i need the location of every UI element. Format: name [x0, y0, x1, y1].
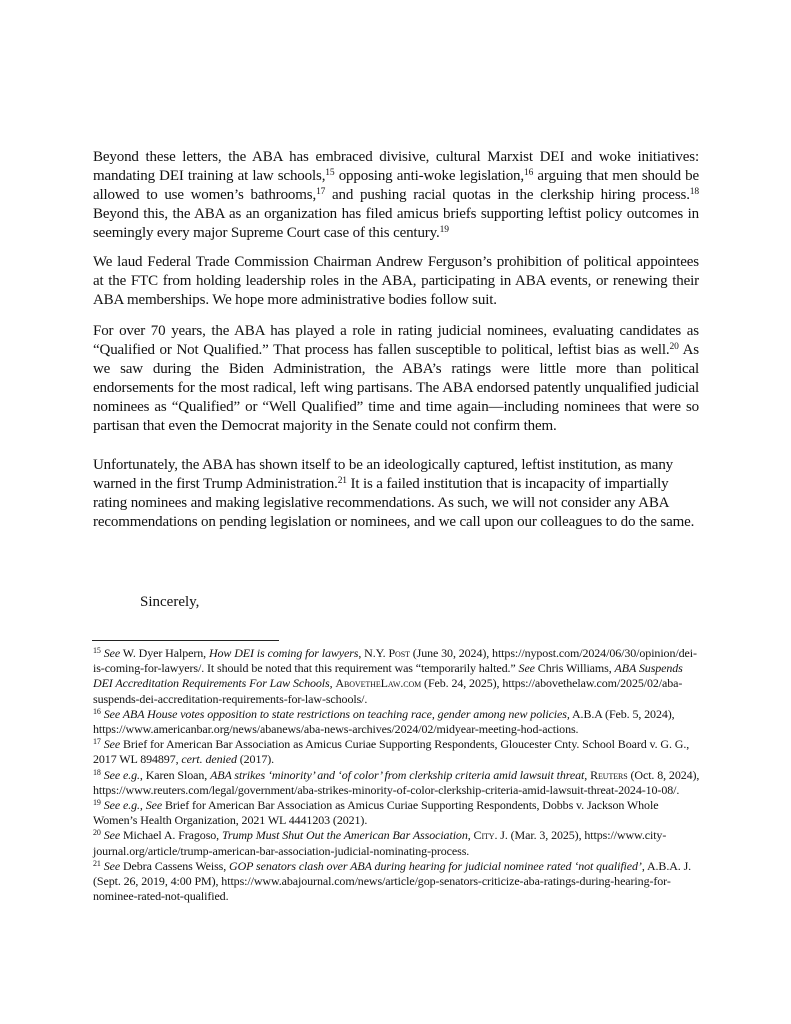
- paragraph-conclusion: [93, 456, 699, 532]
- paragraph-ftc-prohibition: [93, 253, 699, 310]
- text-run: See e.g., See: [103, 798, 163, 813]
- footnote-reference[interactable]: 20: [669, 342, 679, 352]
- text-run: arguing that men should be allowed to use women’s bathrooms,: [93, 168, 699, 203]
- text-run: For over 70 years, the ABA has played a role in rating judicial nominees, evaluating candidates as “Qualified or Not Qualified.” That process has fallen susceptible to political, leftist bias as well.: [93, 323, 699, 358]
- text-run: As we saw during the Biden Administration, the ABA’s ratings were little more than political endorsements for the most radical, left wing partisans. The ABA endorsed patently unqualified judicial nominees as “Qualified” or “Well Qualified” time and time again—including nominees that were so partisan that even the Democrat majority in the Senate could not confirm them.: [93, 342, 699, 434]
- text-run: Trump Must Shut Out the American Bar Association: [221, 828, 468, 843]
- footnote-20: [93, 828, 703, 858]
- footnote-number: 15: [93, 646, 101, 655]
- text-run: We laud Federal Trade Commission Chairman Andrew Ferguson’s prohibition of political appointees at the FTC from holding leadership roles in the ABA, participating in ABA events, or renewing their ABA memberships. We hope more administrative bodies follow suit.: [93, 254, 699, 308]
- footnote-reference[interactable]: 15: [325, 168, 335, 178]
- text-run: ,: [584, 767, 591, 782]
- text-run: Beyond these letters, the ABA has embraced divisive, cultural Marxist DEI and woke initiatives: mandating DEI training at law schools,: [93, 149, 699, 184]
- text-run: ,: [467, 828, 474, 843]
- text-run: GOP senators clash over ABA during hearing for judicial nominee rated ‘not qualified’: [229, 858, 642, 873]
- footnote-18: [93, 768, 703, 798]
- footnote-number: 17: [93, 737, 101, 747]
- paragraph-text: [93, 148, 699, 243]
- text-run: See: [103, 828, 121, 843]
- text-run: opposing anti-woke legislation,: [334, 168, 525, 184]
- footnote-reference[interactable]: 19: [439, 225, 449, 235]
- footnote-number: 19: [93, 798, 101, 808]
- text-run: See: [103, 737, 121, 752]
- text-run: , Karen Sloan,: [139, 767, 211, 782]
- text-run: City: [473, 828, 495, 843]
- text-run: Debra Cassens Weiss,: [120, 858, 230, 873]
- text-run: See: [103, 646, 121, 660]
- text-run: How DEI is coming for lawyers: [208, 646, 359, 660]
- footnote-17: [93, 737, 703, 767]
- text-run: , N.Y.: [358, 646, 389, 660]
- text-run: Reuters: [590, 767, 628, 782]
- paragraph-aba-dei-initiatives: [93, 148, 699, 243]
- text-run: See ABA House votes opposition to state restrictions on teaching race, gender among new policies,: [103, 706, 570, 721]
- footnote-separator: [92, 640, 279, 641]
- text-run: (2017).: [236, 752, 275, 767]
- text-run: See e.g.: [103, 767, 140, 782]
- text-run: cert. denied: [181, 752, 237, 767]
- text-run: Beyond this, the ABA as an organization has filed amicus briefs supporting leftist policy outcomes in seemingly every major Supreme Court case of this century.: [93, 206, 699, 241]
- paragraph-text: [93, 456, 699, 532]
- text-run: (Feb. 24, 2025), https://abovethelaw.com/2025/02/aba-suspends-dei-accreditation-requirements-for-law-schools/.: [93, 676, 683, 706]
- footnote-16: [93, 707, 703, 737]
- text-run: . J. (Mar. 3, 2025), https://www.city-journal.org/article/trump-american-bar-association-judicial-nominating-process.: [93, 828, 667, 858]
- text-run: Brief for American Bar Association as Amicus Curiae Supporting Respondents, Dobbs v. Jackson Whole Women’s Health Organization, 2021 WL 4441203 (2021).: [93, 798, 659, 828]
- footnote-21: [93, 859, 703, 905]
- text-run: and pushing racial quotas in the clerkship hiring process.: [325, 187, 690, 203]
- footnote-reference[interactable]: 21: [337, 476, 347, 486]
- text-run: AbovetheLaw.com: [335, 676, 422, 691]
- paragraph-judicial-ratings: [93, 322, 699, 436]
- footnote-number: 21: [93, 858, 101, 868]
- text-run: It is a failed institution that is incapacity of impartially rating nominees and making legislative recommendations. As such, we will not consider any ABA recommendations on pending legislation or nominees, and we call upon our colleagues to do the same.: [93, 476, 695, 530]
- footnote-reference[interactable]: 17: [316, 187, 326, 197]
- footnote-19: [93, 798, 703, 828]
- text-run: See: [518, 661, 535, 676]
- text-run: ABA Suspends DEI Accreditation Requirements For Law Schools: [93, 661, 683, 691]
- paragraph-text: [93, 253, 699, 310]
- footnote-15: [93, 646, 703, 707]
- text-run: (Oct. 8, 2024), https://www.reuters.com/legal/government/aba-strikes-minority-of-color-clerkship-criteria-amid-lawsuit-threat-2024-10-08/.: [93, 767, 700, 797]
- footnote-number: 20: [93, 828, 101, 838]
- text-run: ,: [329, 676, 336, 691]
- text-run: Post: [388, 646, 410, 660]
- text-run: See: [103, 858, 121, 873]
- text-run: Chris Williams,: [534, 661, 615, 676]
- footnote-reference[interactable]: 18: [689, 187, 699, 197]
- text-run: Unfortunately, the ABA has shown itself to be an ideologically captured, leftist institution, as many warned in the first Trump Administration.: [93, 457, 674, 492]
- text-run: A.B.A (Feb. 5, 2024), https://www.americanbar.org/news/abanews/aba-news-archives/2024/02/midyear-meeting-hod-actions.: [93, 706, 675, 737]
- text-run: , A.B.A. J. (Sept. 26, 2019, 4:00 PM), https://www.abajournal.com/news/article/gop-senators-criticize-aba-ratings-during-hearing-for-nominee-rated-not-qualified.: [93, 858, 692, 904]
- text-run: W. Dyer Halpern,: [120, 646, 209, 660]
- paragraph-text: [93, 322, 699, 436]
- text-run: ABA strikes ‘minority’ and ‘of color’ from clerkship criteria amid lawsuit threat: [210, 767, 585, 782]
- closing-salutation: Sincerely,: [140, 594, 200, 610]
- text-run: (June 30, 2024), https://nypost.com/2024/06/30/opinion/dei-is-coming-for-lawyers/. It should be noted that this requirement was “temporarily halted.”: [93, 646, 697, 676]
- footnote-number: 18: [93, 767, 101, 777]
- footnote-number: 16: [93, 706, 101, 716]
- footnotes-section: [93, 646, 703, 904]
- text-run: Brief for American Bar Association as Amicus Curiae Supporting Respondents, Gloucester Cnty. School Board v. G. G., 2017 WL 894897,: [93, 737, 690, 767]
- footnote-reference[interactable]: 16: [524, 168, 534, 178]
- text-run: Michael A. Fragoso,: [120, 828, 222, 843]
